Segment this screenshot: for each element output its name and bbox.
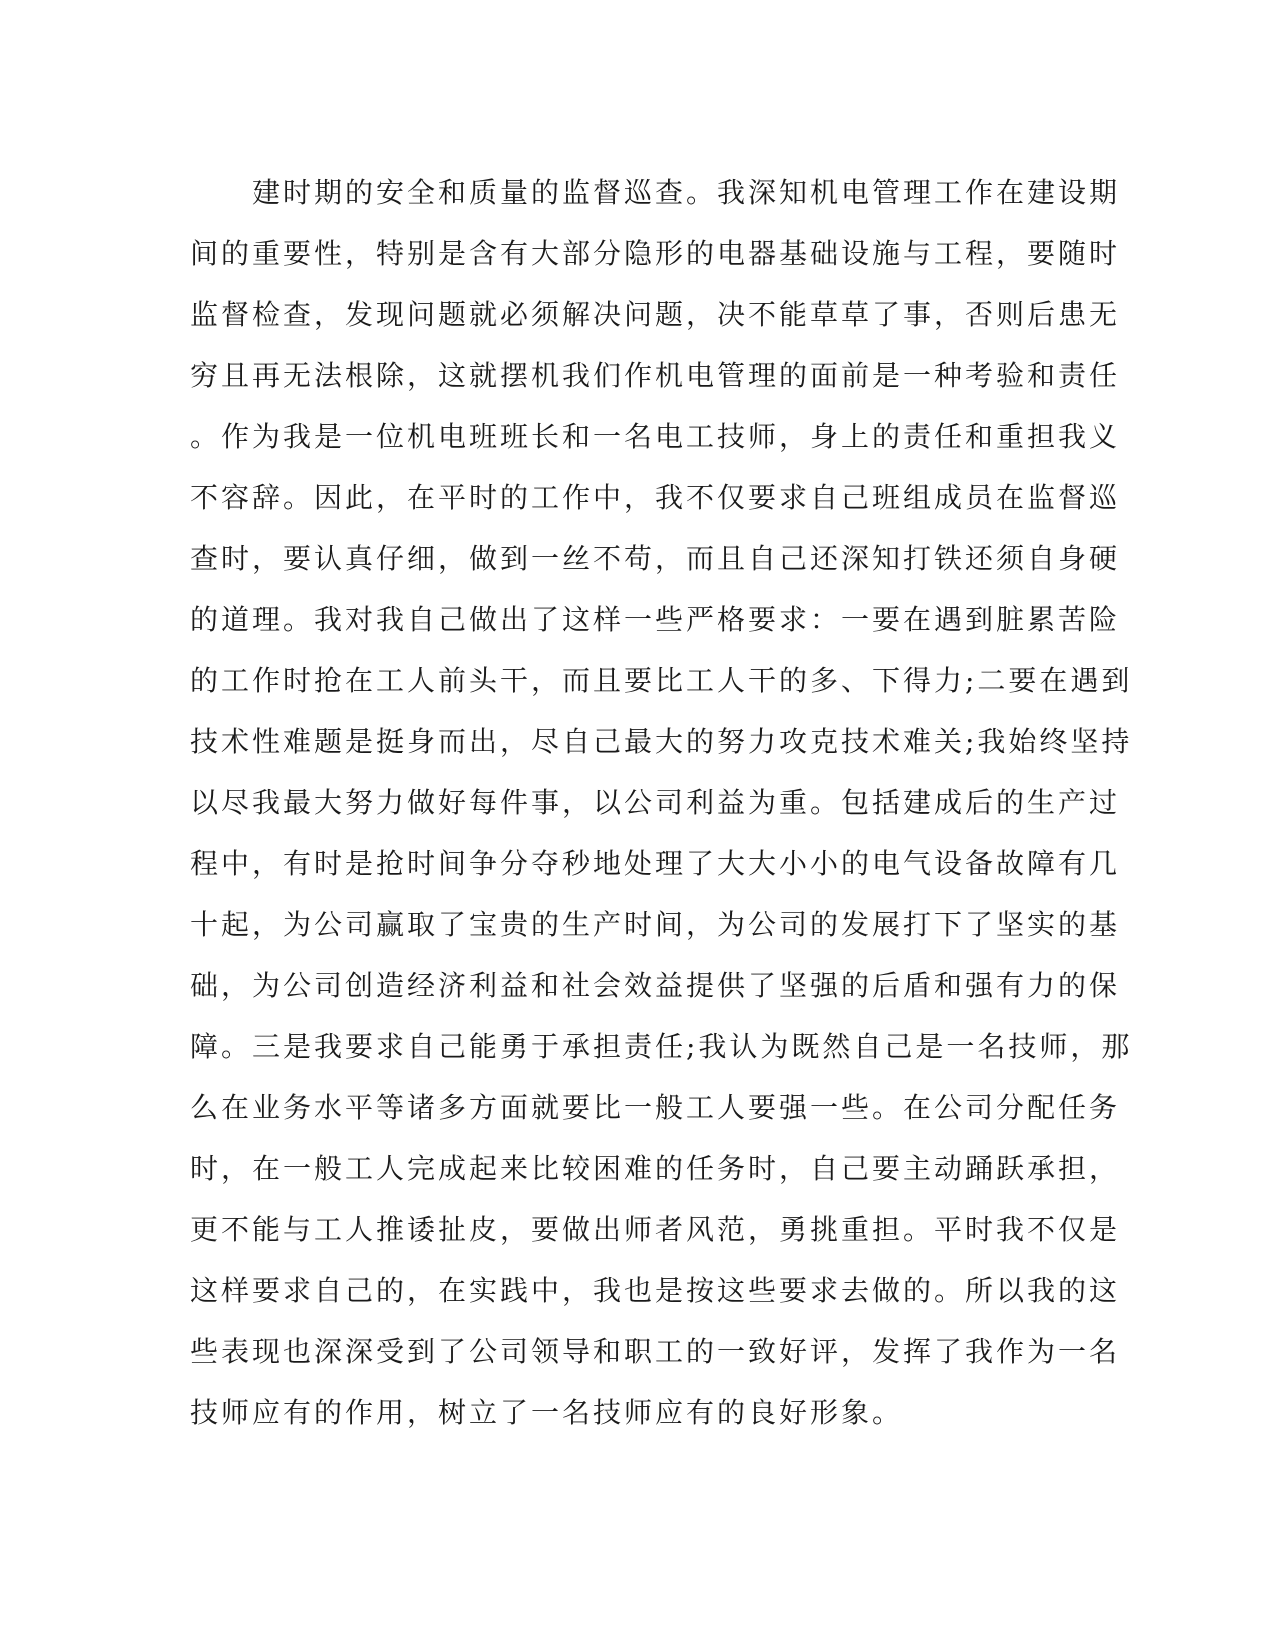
text-line: 的道理。我对我自己做出了这样一些严格要求：一要在遇到脏累苦险 [190,603,1121,636]
text-line: 查时，要认真仔细，做到一丝不苟，而且自己还深知打铁还须自身硬 [190,542,1121,575]
text-line: 监督检查，发现问题就必须解决问题，决不能草草了事，否则后患无 [190,298,1121,331]
text-line: 穷且再无法根除，这就摆机我们作机电管理的面前是一种考验和责任 [190,359,1121,392]
text-line: 这样要求自己的，在实践中，我也是按这些要求去做的。所以我的这 [190,1274,1121,1307]
text-line: 建时期的安全和质量的监督巡查。我深知机电管理工作在建设期 [252,176,1121,209]
text-line: 技师应有的作用，树立了一名技师应有的良好形象。 [190,1396,904,1429]
text-line: 更不能与工人推诿扯皮，要做出师者风范，勇挑重担。平时我不仅是 [190,1213,1121,1246]
text-line: 以尽我最大努力做好每件事，以公司利益为重。包括建成后的生产过 [190,786,1121,819]
text-line: 间的重要性，特别是含有大部分隐形的电器基础设施与工程，要随时 [190,237,1121,270]
text-line: 不容辞。因此，在平时的工作中，我不仅要求自己班组成员在监督巡 [190,481,1121,514]
body-paragraph [190,162,1133,1443]
text-line: 十起，为公司赢取了宝贵的生产时间，为公司的发展打下了坚实的基 [190,908,1121,941]
text-line: 的工作时抢在工人前头干，而且要比工人干的多、下得力;二要在遇到 [190,664,1133,697]
text-line: 些表现也深深受到了公司领导和职工的一致好评，发挥了我作为一名 [190,1335,1121,1368]
text-line: 础，为公司创造经济利益和社会效益提供了坚强的后盾和强有力的保 [190,969,1121,1002]
text-line: 么在业务水平等诸多方面就要比一般工人要强一些。在公司分配任务 [190,1091,1121,1124]
text-line: 障。三是我要求自己能勇于承担责任;我认为既然自己是一名技师，那 [190,1030,1133,1063]
text-line: 。作为我是一位机电班班长和一名电工技师，身上的责任和重担我义 [190,420,1121,453]
text-line: 程中，有时是抢时间争分夺秒地处理了大大小小的电气设备故障有几 [190,847,1121,880]
text-line: 技术性难题是挺身而出，尽自己最大的努力攻克技术难关;我始终坚持 [190,725,1133,758]
text-line: 时，在一般工人完成起来比较困难的任务时，自己要主动踊跃承担， [190,1152,1121,1185]
